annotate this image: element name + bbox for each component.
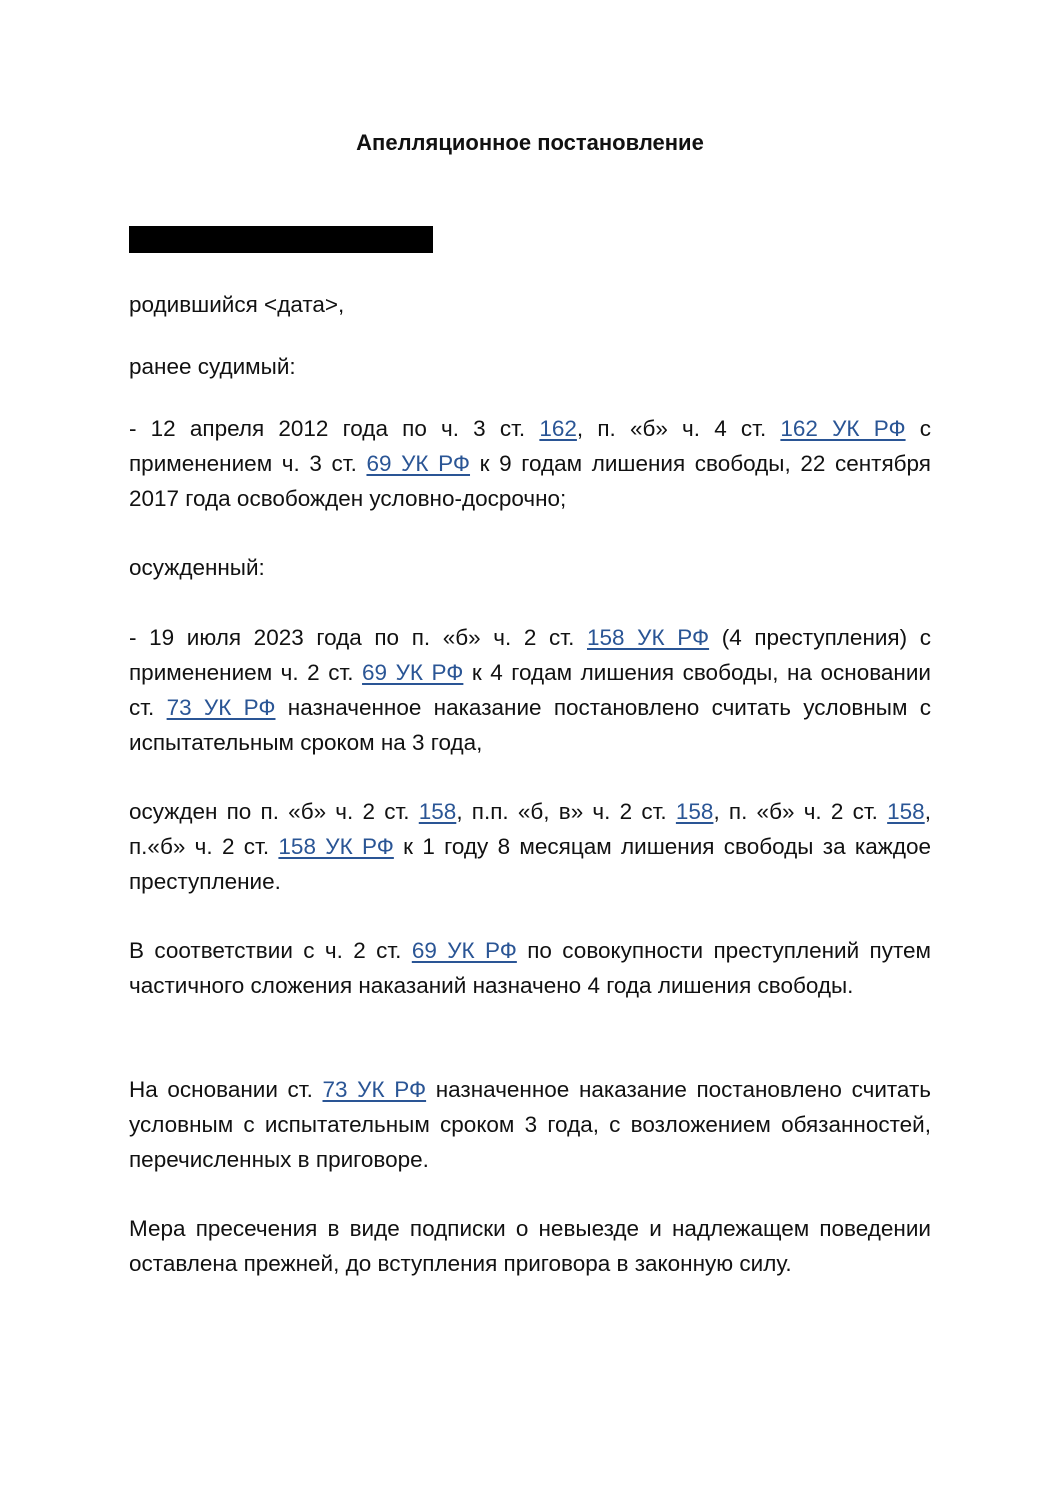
text-segment: - 12 апреля 2012 года по ч. 3 ст.: [129, 416, 540, 441]
text-segment: к 1 году 8 месяцам лишения свободы за каждое преступление.: [129, 834, 931, 894]
law-link-article-69-uk-rf[interactable]: 69 УК РФ: [411, 938, 517, 963]
probation-paragraph: [129, 1072, 931, 1177]
law-link-article-158[interactable]: 158: [887, 799, 925, 824]
text-segment: осужден по п. «б» ч. 2 ст.: [129, 799, 419, 824]
redacted-name-block: [129, 226, 433, 253]
conviction-paragraph: [129, 620, 931, 760]
law-link-article-158[interactable]: 158: [675, 799, 714, 824]
text-segment: На основании ст.: [129, 1077, 323, 1102]
text-segment: (4 преступления) с применением ч. 2 ст.: [129, 625, 931, 685]
text-segment: - 19 июля 2023 года по п. «б» ч. 2 ст.: [129, 625, 587, 650]
text-segment: , п.п. «б, в» ч. 2 ст.: [456, 799, 676, 824]
previously-convicted-label: ранее судимый:: [129, 354, 296, 379]
law-link-article-73-uk-rf[interactable]: 73 УК РФ: [166, 695, 276, 720]
convicted-label: осужденный:: [129, 555, 265, 580]
law-link-article-162[interactable]: 162: [539, 416, 577, 441]
birth-date-line: родившийся <дата>,: [129, 292, 345, 317]
sentence-paragraph: [129, 794, 931, 899]
text-segment: по совокупности преступлений путем частичного сложения наказаний назначено 4 года лишения свободы.: [129, 938, 931, 998]
document-title: Апелляционное постановление: [356, 130, 704, 155]
law-link-article-158-uk-rf[interactable]: 158 УК РФ: [278, 834, 394, 859]
law-link-article-162-uk-rf[interactable]: 162 УК РФ: [780, 416, 906, 441]
aggregate-sentence-paragraph: [129, 933, 931, 1003]
text-segment: назначенное наказание постановлено считать условным с испытательным сроком на 3 года,: [129, 695, 931, 755]
text-segment: к 9 годам лишения свободы, 22 сентября 2017 года освобожден условно-досрочно;: [129, 451, 931, 511]
law-link-article-158-uk-rf[interactable]: 158 УК РФ: [587, 625, 710, 650]
text-segment: назначенное наказание постановлено считать условным с испытательным сроком 3 года, с возложением обязанностей, перечисленных в приговоре.: [129, 1077, 931, 1172]
text-segment: к 4 годам лишения свободы, на основании ст.: [129, 660, 931, 720]
prior-conviction-paragraph: [129, 411, 931, 516]
law-link-article-69-uk-rf[interactable]: 69 УК РФ: [366, 451, 471, 476]
restraint-measure-paragraph: Мера пресечения в виде подписки о невыезде и надлежащем поведении оставлена прежней, до вступления приговора в законную силу.: [129, 1216, 931, 1276]
law-link-article-73-uk-rf[interactable]: 73 УК РФ: [322, 1077, 427, 1102]
law-link-article-69-uk-rf[interactable]: 69 УК РФ: [362, 660, 464, 685]
text-segment: , п. «б» ч. 4 ст.: [576, 416, 781, 441]
text-segment: с применением ч. 3 ст.: [129, 416, 931, 476]
text-segment: , п.«б» ч. 2 ст.: [129, 799, 931, 859]
text-segment: В соответствии с ч. 2 ст.: [129, 938, 412, 963]
text-segment: , п. «б» ч. 2 ст.: [713, 799, 888, 824]
law-link-article-158[interactable]: 158: [418, 799, 457, 824]
